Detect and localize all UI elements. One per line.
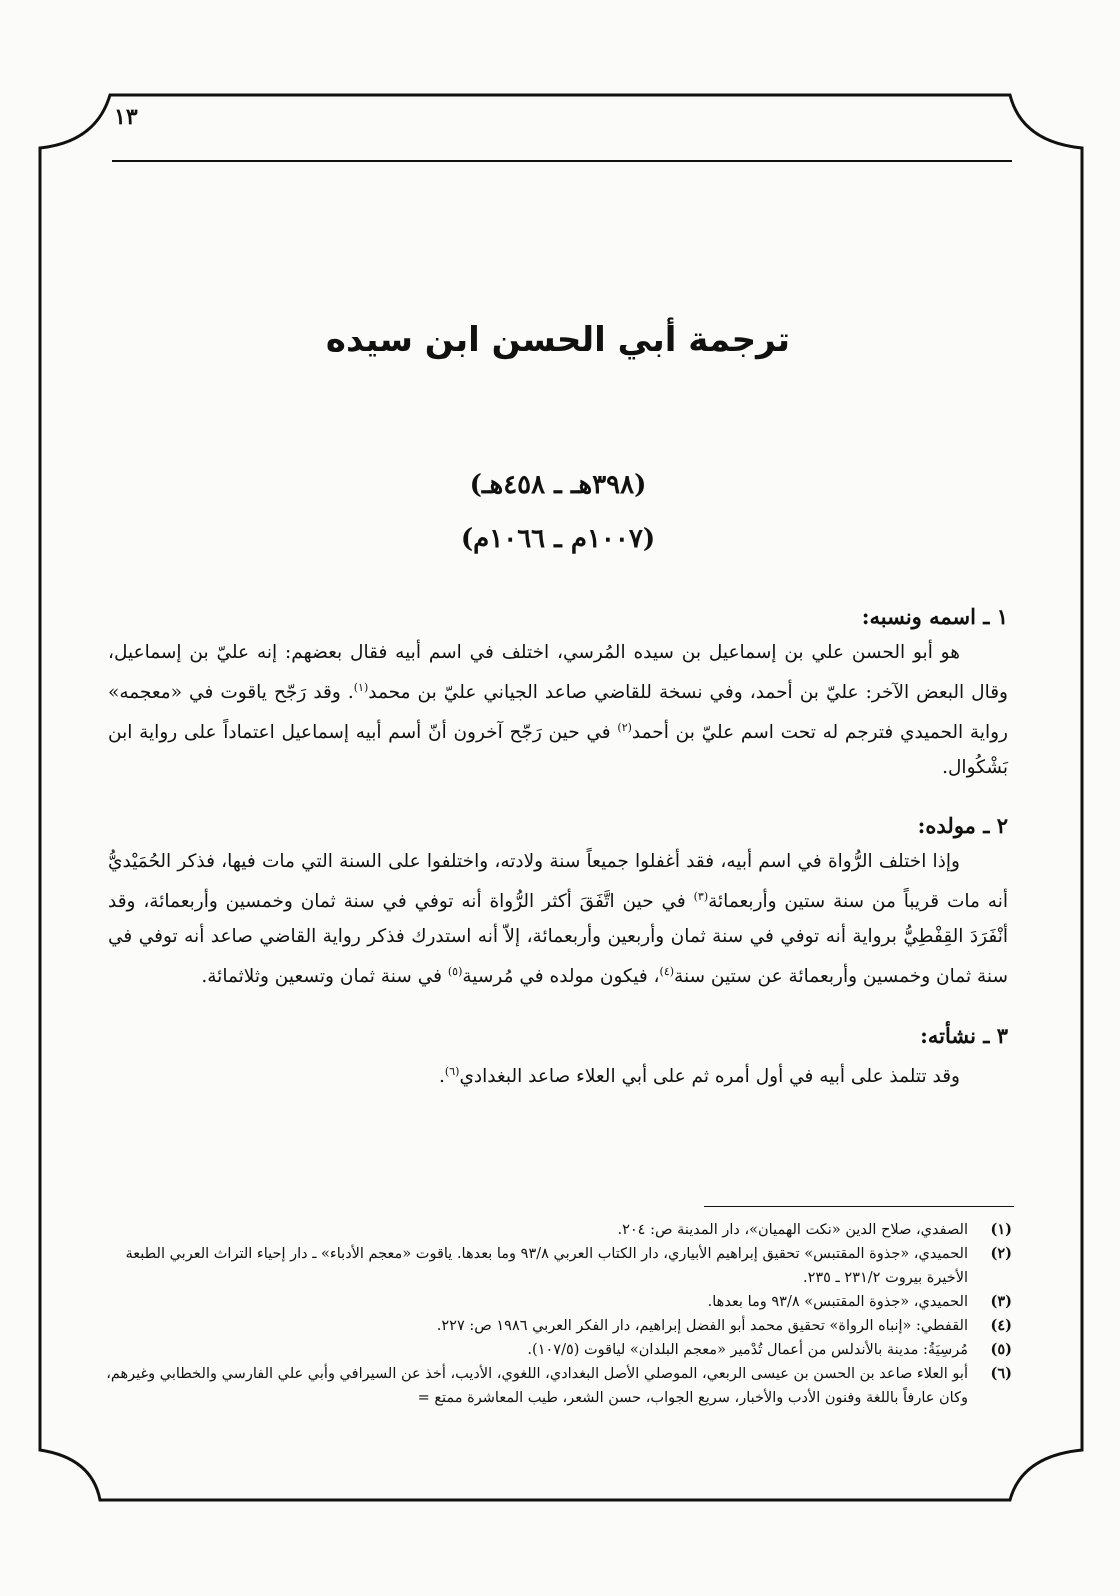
footnote <box>98 1290 1012 1314</box>
section-body-birth: وإذا اختلف الرُّواة في اسم أبيه، فقد أغفلوا جميعاً سنة ولادته، واختلفوا على السنة التي مات فيها، فذكر الحُمَيْديُّ أنه مات قريباً من سنة ستين وأربعمائة$^{(٣)}$ في حين اتَّفَقَ أكثر الرُّواة أنه توفي في سنة ثمان وخمسين وأربعمائة، وقد أنْفَرَدَ القِفْطِيُّ برواية أنه توفي في سنة ثمان وأربعين وأربعمائة، إلاّ أنه استدرك فذكر رواية القاضي صاعد أنه توفي في سنة ثمان وخمسين وأربعمائة عن ستين سنة$^{(٤)}$، فيكون مولده في مُرسية$^{(٥)}$ في سنة ثمان وتسعين وثلاثمائة. <box>108 851 1008 988</box>
section-body-upbringing: وقد تتلمذ على أبيه في أول أمره ثم على أبي العلاء صاعد البغدادي$^{(٦)}$. <box>439 1064 960 1087</box>
footnote-ref[interactable]: (٢) <box>617 721 632 735</box>
footnote-ref[interactable]: (٦) <box>444 1064 460 1078</box>
footnote-text: الصفدي، صلاح الدين «نكت الهميان»، دار المدينة ص: ٢٠٤. <box>617 1222 968 1238</box>
footnote-text: أبو العلاء صاعد بن الحسن بن عيسى الربعي، الموصلي الأصل البغدادي، اللغوي، الأديب، أخذ عن السيرافي وأبي علي الفارسي والخطابي وغيرهم، وكان عارفاً باللغة وفنون الأدب والأخبار، سريع الجواب، حسن الشعر، طيب المعاشرة ممتع = <box>106 1366 968 1406</box>
footnote-number: (٢) <box>990 1245 1012 1262</box>
page-number: ١٣ <box>114 104 138 130</box>
footnote <box>98 1362 1012 1410</box>
footnote <box>98 1314 1012 1338</box>
footnote <box>98 1218 1012 1242</box>
section-heading-name: ١ ـ اسمه ونسبه: <box>861 604 1008 629</box>
header-rule <box>112 160 1012 162</box>
footnote-number: (٥) <box>990 1341 1012 1358</box>
footnote-text: الحميدي، «جذوة المقتبس» ٩٣/٨ وما بعدها. <box>707 1294 968 1310</box>
main-content <box>108 320 1008 1122</box>
footnote-ref[interactable]: (٥) <box>447 965 463 979</box>
section-heading-upbringing: ٣ ـ نشأته: <box>920 1022 1008 1048</box>
footnote-number: (٣) <box>990 1293 1012 1310</box>
footnote-ref[interactable]: (١) <box>353 681 369 694</box>
gregorian-dates: (١٠٠٧م ـ ١٠٦٦م) <box>460 524 656 554</box>
footnote-separator <box>704 1206 1014 1207</box>
footnote-text: الحميدي، «جذوة المقتبس» تحقيق إبراهيم الأبياري، دار الكتاب العربي ٩٣/٨ وما بعدها. ياقوت «معجم الأدباء» ـ دار إحياء التراث العربي الطبعة الأخيرة بيروت ٢٣١/٢ ـ ٢٣٥. <box>125 1246 968 1286</box>
footnote-text: مُرسِيَةُ: مدينة بالأندلس من أعمال تُدْمير «معجم البلدان» لياقوت (١٠٧/٥). <box>527 1342 968 1358</box>
page-title: ترجمة أبي الحسن ابن سيده <box>325 320 791 360</box>
footnote-number: (٤) <box>990 1317 1012 1334</box>
footnote <box>98 1338 1012 1362</box>
hijri-dates: (٣٩٨هـ ـ ٤٥٨هـ) <box>469 470 647 500</box>
footnote <box>98 1242 1012 1290</box>
section-body-name: هو أبو الحسن علي بن إسماعيل بن سيده المُرسي، اختلف في اسم أبيه فقال بعضهم: إنه عليّ بن إسماعيل، وقال البعض الآخر: عليّ بن أحمد، وفي نسخة للقاضي صاعد الجياني عليّ بن محمد$^{(١)}$. وقد رَجّح ياقوت في «معجمه» رواية الحميدي فترجم له تحت اسم عليّ بن أحمد$^{(٢)}$ في حين رَجّح آخرون أنّ أسم أبيه إسماعيل اعتماداً على رواية ابن بَشْكُوال. <box>108 642 1008 779</box>
footnote-number: (١) <box>990 1221 1012 1238</box>
footnote-text: القفطي: «إنباه الرواة» تحقيق محمد أبو الفضل إبراهيم، دار الفكر العربي ١٩٨٦ ص: ٢٢٧. <box>436 1318 968 1334</box>
footnote-ref[interactable]: (٤) <box>659 965 675 979</box>
footnote-number: (٦) <box>990 1365 1012 1382</box>
section-heading-birth: ٢ ـ مولده: <box>917 813 1008 839</box>
footnote-ref[interactable]: (٣) <box>693 890 709 904</box>
footnotes <box>98 1218 1012 1410</box>
